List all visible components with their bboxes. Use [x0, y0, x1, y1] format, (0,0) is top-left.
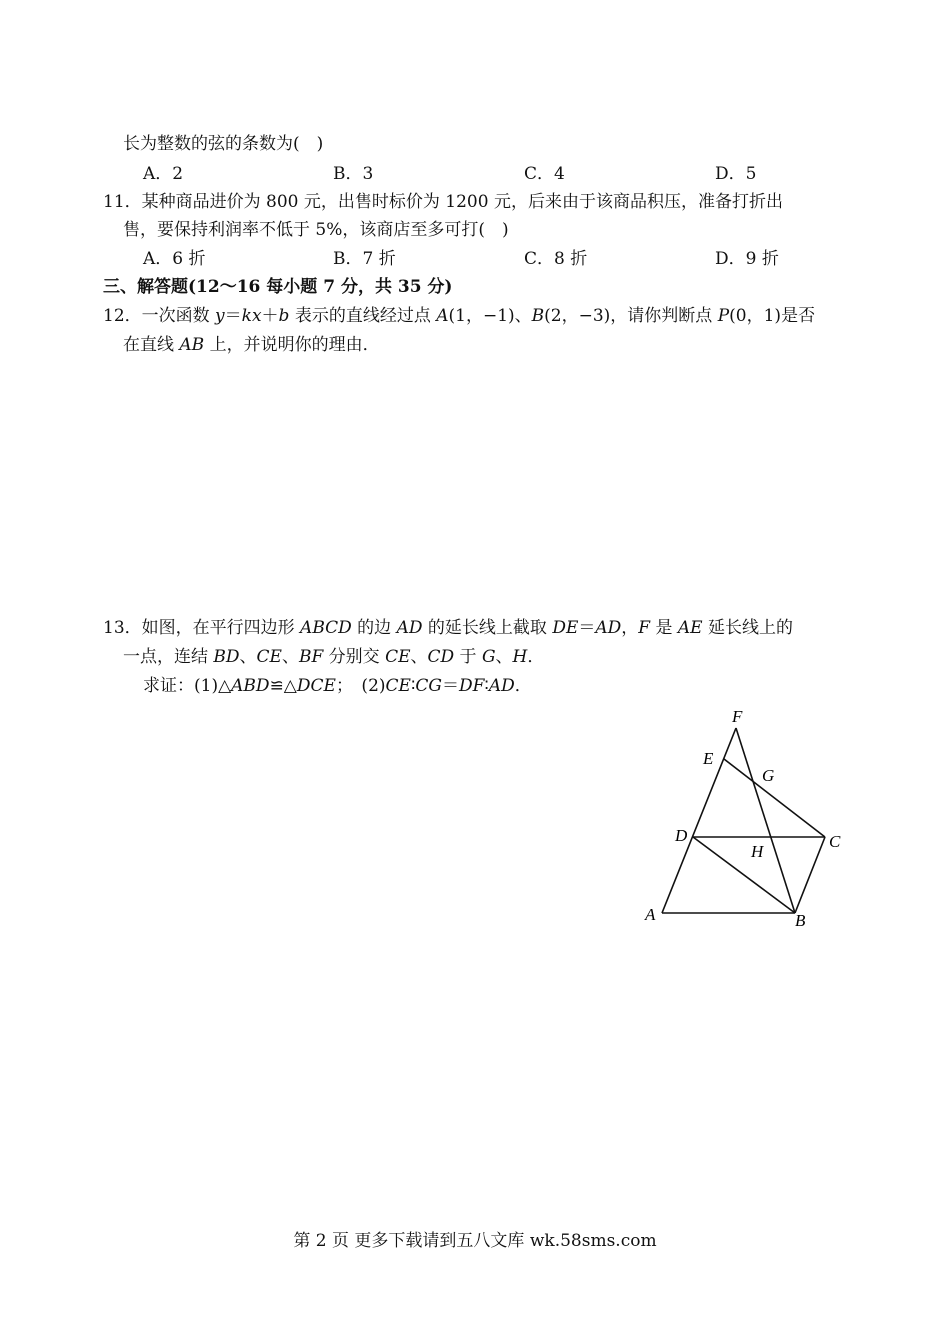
q12-line1: 12．一次函数 y＝kx＋b 表示的直线经过点 A(1，−1)、B(2，−3)，请你判断点 P(0，1)是否: [103, 306, 816, 326]
segment-BC: [795, 837, 825, 913]
label-D: D: [675, 826, 688, 845]
label-F: F: [732, 707, 743, 726]
label-C: C: [829, 832, 841, 851]
q11-option-b: B．7 折: [333, 249, 396, 269]
label-A: A: [645, 905, 656, 924]
segment-BF: [736, 728, 795, 913]
label-G: G: [762, 766, 775, 785]
q13-line2: 一点，连结 BD、CE、BF 分别交 CE、CD 于 G、H．: [123, 647, 545, 667]
page-footer: 第 2 页 更多下载请到五八文库 wk.58sms.com: [293, 1231, 657, 1251]
segment-AF: [662, 728, 736, 913]
q10-option-b: B．3: [333, 164, 374, 184]
q13-line1: 13．如图，在平行四边形 ABCD 的边 AD 的延长线上截取 DE＝AD，F 是 AE 延长线上的: [103, 618, 793, 638]
q11-line2: 售，要保持利润率不低于 5%，该商店至多可打( ): [123, 220, 509, 240]
q11-line1: 11．某种商品进价为 800 元，出售时标价为 1200 元，后来由于该商品积压，准备打折出: [103, 192, 783, 212]
label-E: E: [703, 749, 714, 768]
q11-option-c: C．8 折: [524, 249, 588, 269]
q10-option-c: C．4: [524, 164, 565, 184]
q10-continuation: 长为整数的弦的条数为( ): [123, 134, 324, 154]
label-B: B: [795, 911, 806, 930]
q10-option-a: A．2: [143, 164, 184, 184]
q11-option-a: A．6 折: [143, 249, 206, 269]
segment-EC: [724, 759, 825, 837]
geometry-figure: [630, 700, 870, 935]
q13-proof-line: 求证：(1)△ABD≌△DCE； (2)CE∶CG＝DF∶AD．: [143, 676, 532, 696]
q12-line2: 在直线 AB 上，并说明你的理由．: [123, 335, 380, 355]
q11-option-d: D．9 折: [715, 249, 779, 269]
section-heading: 三、解答题(12～16 每小题 7 分，共 35 分): [103, 277, 453, 297]
label-H: H: [751, 842, 764, 861]
segment-BD: [693, 837, 795, 913]
q10-option-d: D．5: [715, 164, 757, 184]
